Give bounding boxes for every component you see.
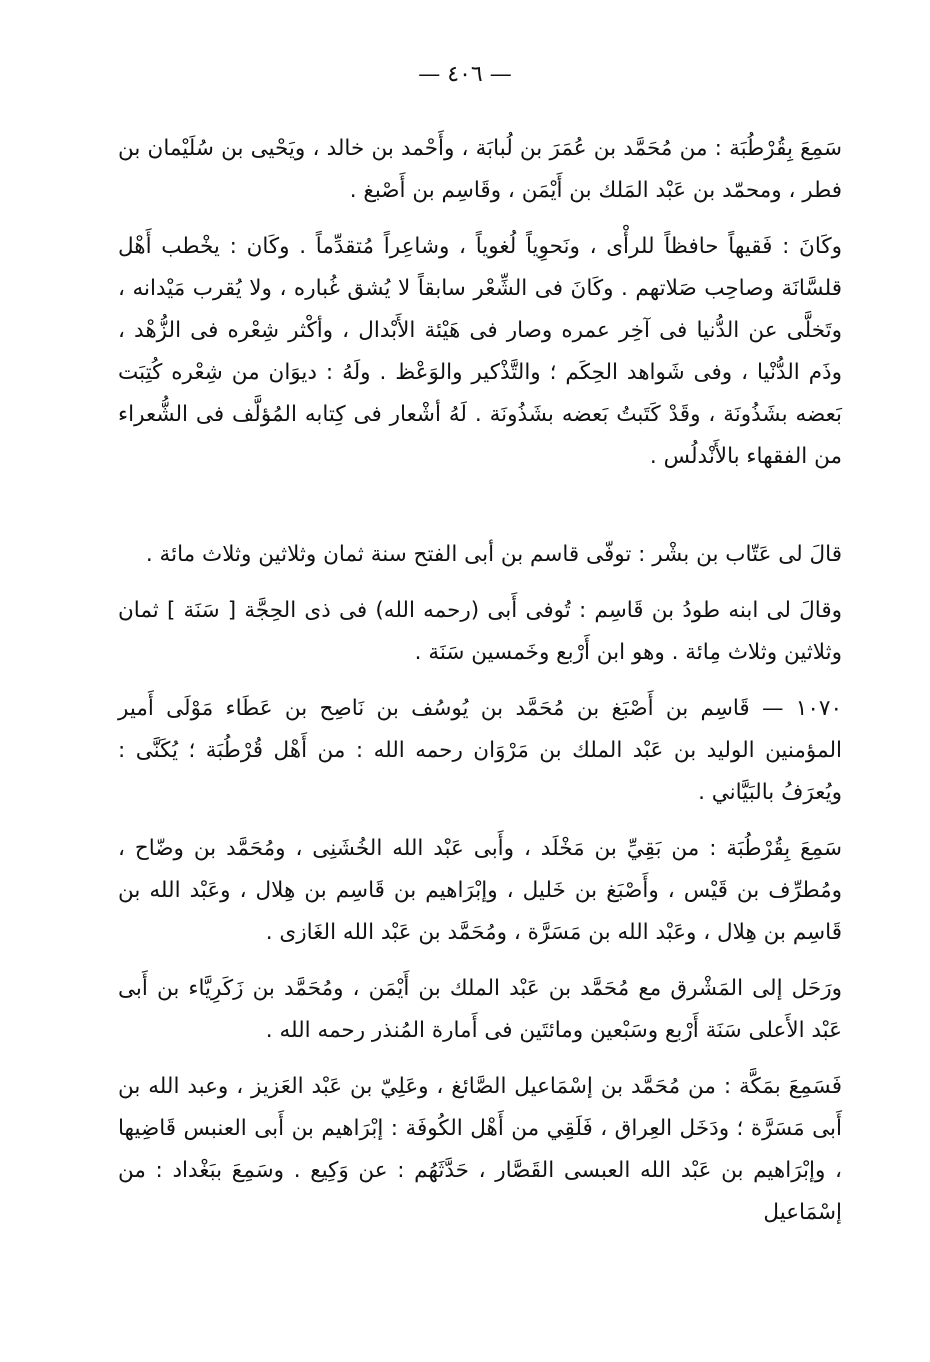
paragraph-death-date: قالَ لى عَتّاب بن بشْر : توفّى قاسم بن أبى الفتح سنة ثمان وثلاثين وثلاث مائة . — [145, 542, 842, 567]
page-number: — ٤٠٦ — — [418, 62, 512, 87]
paragraph-teachers: سَمِعَ بِقُرْطُبَة : من بَقِيِّ بن مَخْلَد ، وأَبى عَبْد الله الخُشَنِى ، ومُحَمَّد بن وضّاح ، ومُطرِّف بن قَيْس ، وأَصْبَغ بن خَليل ، وإبْرَاهيم بن قَاسِم بن هِلال ، وعَبْد الله بن قَاسِم بن هِلال ، وعَبْد الله بن مَسَرَّة ، ومُحَمَّد بن عَبْد الله الغَازى . — [118, 836, 842, 945]
paragraph-son-report: وقالَ لى ابنه طودُ بن قَاسِم : تُوفى أَبى (رحمه الله) فى ذى الحِجَّة [ سَنَة ] ثمان وثلاثين وثلاث مِائة . وهو ابن أَرْبع وخَمسين سَنَة . — [118, 598, 842, 665]
paragraph-travel-east: ورَحَل إلى المَشْرق مع مُحَمَّد بن عَبْد الملك بن أَيْمَن ، ومُحَمَّد بن زَكَرِيَّاء بن أَبى عَبْد الأَعلى سَنَة أَرْبع وسَبْعين ومائتَين فى أَمارة المُنذر رحمه الله . — [118, 976, 842, 1043]
text-block — [118, 128, 842, 1225]
paragraph-mecca: فَسَمِعَ بمَكَّة : من مُحَمَّد بن إسْمَاعيل الصَّائغ ، وعَلِيّ بن عَبْد العَزيز ، وعبد الله بن أَبى مَسَرَّة ؛ ودَخَل العِراق ، فَلَقِي من أَهْل الكُوفَة : إبْرَاهيم بن أَبى العنبس قَاضِيها ، وإبْرَاهيم بن عَبْد الله العبسى القَصَّار ، حَدَّثَهُم : عن وَكِيع . وسَمِعَ ببَغْداد : من إسْمَاعيل — [118, 1074, 842, 1225]
entry-1070-heading: ١٠٧٠ — قَاسِم بن أَصْبَغ بن مُحَمَّد بن يُوسُف بن نَاصِح بن عَطَاء مَوْلَى أَمير المؤمنين الوليد بن عَبْد الملك بن مَرْوَان رحمه الله : من أَهْل قُرْطُبَة ؛ يُكَنَّى : ويُعرَفُ بالبَيَّاني . — [118, 696, 842, 805]
paragraph-sama-qurtuba: سَمِعَ بِقُرْطُبَة : من مُحَمَّد بن عُمَرَ بن لُبابَة ، وأَحْمد بن خالد ، ويَحْيى بن سُلَيْمان بن فطر ، ومحمّد بن عَبْد المَلك بن أَيْمَن ، وقَاسِم بن أَصْبغ . — [118, 136, 842, 203]
paragraph-biography: وكَانَ : فَقيهاً حافظاً للرأْى ، ونَحوِياً لُغوياً ، وشاعِراً مُتقدِّماً . وكَان : يخْطب أَهْل قلسَّانَة وصاحِب صَلاتهم . وكَانَ فى الشِّعْر سابقاً لا يُشق غُباره ، ولا يُقرب مَيْدانه ، وتَخلَّى عن الدُّنيا فى آخِر عمره وصار فى هَيْئة الأَبْدال ، وأكْثر شِعْره فى الزُّهْد ، وذَم الدُّنْيا ، وفى شَواهد الحِكَم ؛ والتَّذْكير والوَعْظ . ولَهُ : ديوَان من شِعْره كُتِبَت بَعضه بشَذُونَة ، وقَدْ كَتَبتُ بَعضه بشَذُونَة . لَهُ أشْعار فى كِتابه المُؤلَّف فى الشُّعراء من الفقهاء بالأَنْدلُس . — [118, 234, 842, 469]
